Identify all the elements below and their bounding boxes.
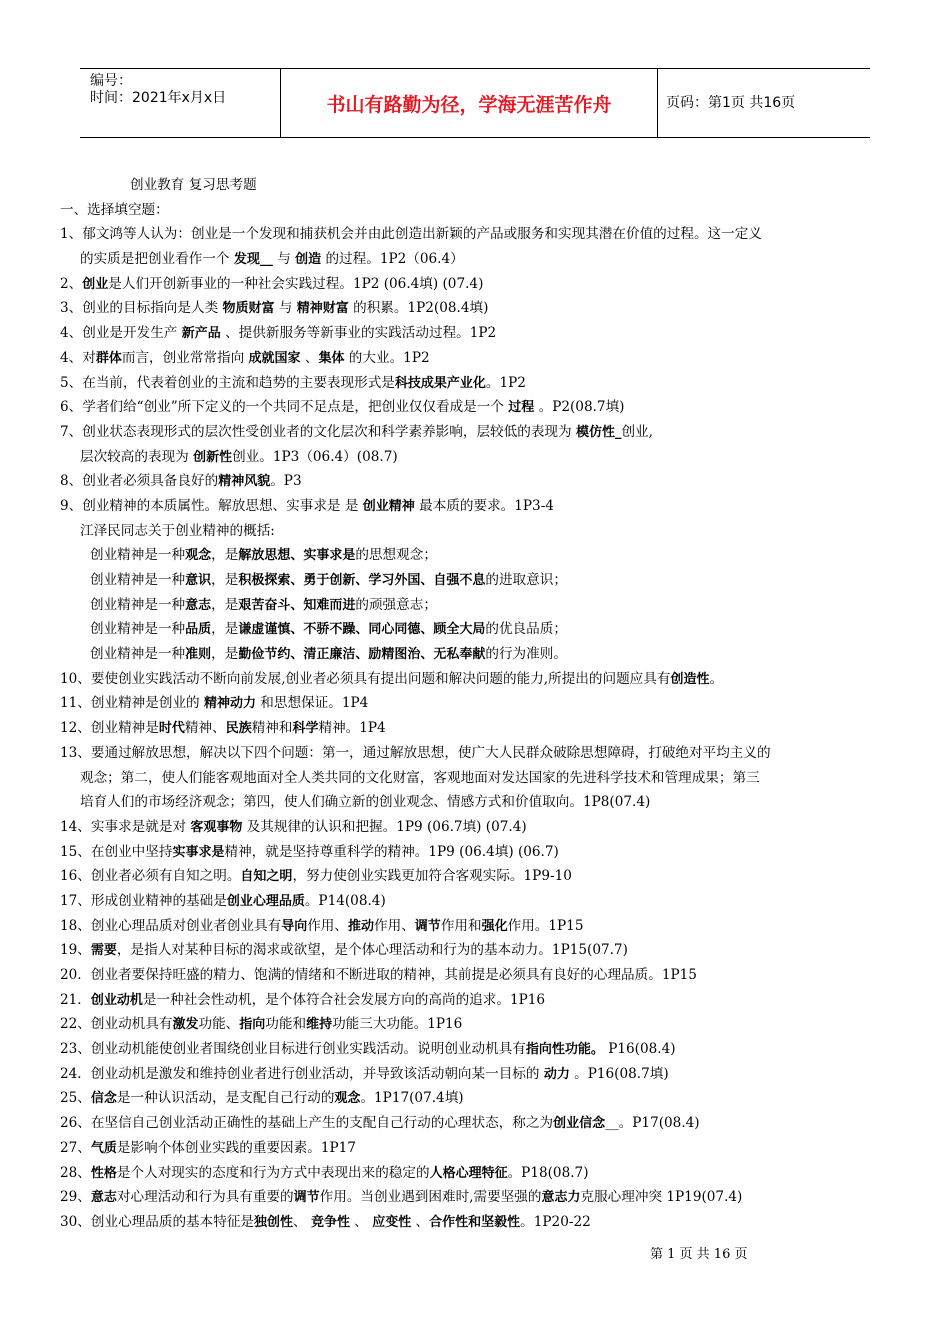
document-body bbox=[60, 173, 896, 1235]
question-text: 17、形成创业精神的基础是 bbox=[60, 892, 227, 909]
question-text: 、 bbox=[349, 1213, 373, 1230]
question-text: 作用。当创业遇到困难时,需要坚强的 bbox=[319, 1189, 542, 1206]
question-text: 和思想保证。1P4 bbox=[255, 695, 369, 712]
question-line bbox=[60, 914, 896, 939]
answer-text: 创业精神 bbox=[362, 498, 415, 514]
question-text: __。P17(08.4) bbox=[605, 1115, 700, 1132]
question-text: 7、创业状态表现形式的层次性受创业者的文化层次和科学素养影响，层较低的表现为 bbox=[60, 423, 576, 440]
question-line bbox=[60, 1161, 896, 1186]
question-line bbox=[60, 1210, 896, 1235]
question-text: 24．创业动机是激发和维持创业者进行创业活动，并导致该活动朝向某一目标的 bbox=[60, 1065, 544, 1082]
answer-text: 独创性 bbox=[254, 1214, 294, 1230]
question-line bbox=[60, 445, 896, 470]
question-text: 创业精神是一种 bbox=[90, 646, 186, 663]
question-line bbox=[60, 543, 896, 568]
question-text: 及其规律的认识和把握。1P9 (06.7填) (07.4) bbox=[242, 818, 527, 835]
answer-text: 勤俭节约、清正廉洁、励精图治、无私奉献 bbox=[238, 647, 486, 663]
answer-text: 激发 bbox=[172, 1017, 199, 1033]
answer-text: 意志 bbox=[90, 1190, 117, 1206]
question-text: 功能三大功能。1P16 bbox=[332, 1016, 463, 1033]
question-line bbox=[60, 1037, 896, 1062]
question-text: 18、创业心理品质对创业者创业具有 bbox=[60, 917, 282, 934]
answer-text: 实事求是 bbox=[172, 844, 225, 860]
question-line bbox=[60, 790, 896, 815]
question-line bbox=[60, 741, 896, 766]
question-text: 30、创业心理品质的基本特征是 bbox=[60, 1213, 255, 1230]
answer-text: 客观事物 bbox=[190, 819, 243, 835]
question-text: 培育人们的市场经济观念；第四，使人们确立新的创业观念、情感方式和价值取向。1P8(07.4) bbox=[80, 794, 651, 811]
question-line bbox=[60, 1086, 896, 1111]
answer-text: 积极探索、勇于创新、学习外国、自强不息 bbox=[238, 573, 486, 588]
question-text: 观念；第二，使人们能客观地面对全人类共同的文化财富，客观地面对发达国家的先进科学技术和管理成果；第三 bbox=[80, 769, 760, 786]
question-text: 20．创业者要保持旺盛的精力、饱满的情绪和不断进取的精神，其前提是必须具有良好的心理品质。1P15 bbox=[60, 967, 697, 983]
question-text: 12、创业精神是 bbox=[60, 720, 159, 737]
answer-text: 创业心理品质 bbox=[226, 893, 305, 909]
question-text: 功能和 bbox=[265, 1016, 307, 1033]
answer-text: 创业 bbox=[82, 276, 109, 292]
answer-text: 创新性 bbox=[193, 449, 233, 465]
question-line bbox=[60, 963, 896, 988]
question-text: 的行为准则。 bbox=[485, 646, 567, 663]
answer-text: 调节 bbox=[293, 1190, 320, 1206]
answer-text: 气质 bbox=[90, 1140, 117, 1156]
question-text: 27、 bbox=[60, 1139, 91, 1156]
question-text: 、提供新服务等新事业的实践活动过程。1P2 bbox=[220, 325, 497, 342]
header-motto: 书山有路勤为径，学海无涯苦作舟 bbox=[280, 69, 658, 137]
question-text: 与 bbox=[274, 300, 297, 317]
answer-text: 自知之明 bbox=[240, 869, 293, 885]
question-text: 是一种社会性动机，是个体符合社会发展方向的高尚的追求。1P16 bbox=[142, 991, 546, 1008]
question-text: 。P14(08.4) bbox=[304, 892, 386, 909]
question-text: 创业精神是一种 bbox=[90, 547, 186, 564]
answer-text: 时代 bbox=[158, 721, 185, 737]
question-line bbox=[60, 988, 896, 1013]
question-line bbox=[60, 1012, 896, 1037]
answer-text: 观念 bbox=[185, 548, 212, 564]
question-text: 4、创业是开发生产 bbox=[60, 325, 182, 342]
question-text: 功能、 bbox=[198, 1016, 240, 1033]
question-text: 2、 bbox=[60, 275, 83, 292]
answer-text: 民族 bbox=[225, 721, 252, 737]
question-text: P16(08.4) bbox=[603, 1041, 676, 1058]
question-text: 6、学者们给“创业”所下定义的一个共同不足点是，把创业仅仅看成是一个 bbox=[60, 399, 509, 416]
answer-text: 应变性 bbox=[372, 1214, 412, 1230]
answer-text: 竞争性 bbox=[310, 1214, 350, 1230]
question-text: ，是 bbox=[211, 596, 239, 613]
question-text: 。P16(08.7填) bbox=[569, 1065, 669, 1082]
answer-text: 动力 bbox=[543, 1066, 570, 1082]
question-line bbox=[60, 272, 896, 297]
answer-text: 成就国家 bbox=[248, 350, 301, 366]
question-line bbox=[60, 346, 896, 371]
answer-text: 推动 bbox=[348, 918, 375, 934]
answer-text: 科技成果产业化 bbox=[394, 375, 486, 391]
answer-text: 信念 bbox=[90, 1091, 117, 1107]
question-text: ，是 bbox=[211, 621, 239, 638]
answer-text: 创业信念 bbox=[553, 1116, 606, 1132]
question-line bbox=[60, 296, 896, 321]
question-text: 层次较高的表现为 bbox=[80, 448, 194, 465]
question-text: 创业, bbox=[621, 423, 653, 440]
question-text: 21． bbox=[60, 991, 91, 1008]
answer-text: 创造性 bbox=[670, 671, 710, 687]
answer-text: 创业动机 bbox=[90, 992, 143, 1008]
question-text: 精神。1P4 bbox=[318, 720, 386, 737]
answer-text: 品质 bbox=[185, 622, 212, 638]
question-line bbox=[60, 469, 896, 494]
question-text: 。P2(08.7填) bbox=[534, 399, 625, 416]
question-text: 的实质是把创业看作一个 bbox=[80, 251, 234, 268]
question-line bbox=[60, 716, 896, 741]
question-text: 。1P2 bbox=[485, 374, 526, 391]
answer-text: 精神财富 bbox=[296, 301, 349, 317]
answer-text: 人格心理特征 bbox=[429, 1165, 508, 1181]
question-line bbox=[60, 371, 896, 396]
answer-text: 创造 bbox=[295, 252, 322, 268]
question-text: 26、在坚信自己创业活动正确性的基础上产生的支配自己行动的心理状态，称之为 bbox=[60, 1115, 554, 1132]
question-text: ，是 bbox=[211, 646, 239, 663]
header-page-info: 页码：第1页 共16页 bbox=[666, 95, 796, 111]
question-text: 16、创业者必须有自知之明。 bbox=[60, 868, 241, 885]
question-text: 的大业。1P2 bbox=[344, 349, 430, 366]
question-text: 。1P17(07.4填) bbox=[360, 1090, 464, 1107]
question-line bbox=[60, 864, 896, 889]
question-text: 。1P20-22 bbox=[520, 1213, 591, 1230]
answer-text: 调节 bbox=[414, 918, 441, 934]
answer-text: 过程 bbox=[508, 400, 535, 416]
question-text: 是影响个体创业实践的重要因素。1P17 bbox=[116, 1139, 356, 1156]
answer-text: 性格 bbox=[90, 1165, 117, 1181]
answer-text: 指向 bbox=[239, 1017, 266, 1033]
question-text: 的过程。1P2（06.4） bbox=[321, 251, 464, 268]
answer-text: 科学 bbox=[292, 721, 319, 737]
question-text: 创业精神是一种 bbox=[90, 596, 186, 613]
section-heading: 一、选择填空题： bbox=[60, 201, 169, 218]
answer-text: 精神风貌 bbox=[218, 474, 271, 490]
question-line bbox=[60, 1136, 896, 1161]
question-text: 作用和 bbox=[440, 917, 482, 934]
question-text: 江泽民同志关于创业精神的概括: bbox=[80, 522, 275, 539]
question-line bbox=[60, 667, 896, 692]
question-line bbox=[60, 889, 896, 914]
header-meta bbox=[80, 69, 280, 137]
question-text: 19、 bbox=[60, 942, 91, 959]
question-text: 、 bbox=[293, 1213, 311, 1230]
question-line bbox=[60, 691, 896, 716]
question-text: 精神和 bbox=[251, 720, 293, 737]
question-text: 25、 bbox=[60, 1090, 91, 1107]
answer-text: 物质财富 bbox=[222, 301, 275, 317]
question-line bbox=[60, 938, 896, 963]
question-text: 9、创业精神的本质属性。解放思想、实事求是 是 bbox=[60, 497, 363, 514]
question-text: 15、在创业中坚持 bbox=[60, 843, 173, 860]
document-date: 时间：2021年x月x日 bbox=[90, 90, 227, 106]
answer-text: 强化 bbox=[481, 918, 508, 934]
question-line bbox=[60, 519, 896, 544]
answer-text: 意志 bbox=[185, 597, 212, 613]
question-text: 作用。1P15 bbox=[507, 917, 584, 934]
question-line bbox=[60, 1185, 896, 1210]
question-line bbox=[60, 222, 896, 247]
answer-text: 观念 bbox=[334, 1091, 361, 1107]
question-text: 作用、 bbox=[307, 917, 348, 934]
question-line bbox=[60, 642, 896, 667]
answer-text: 集体 bbox=[318, 350, 345, 366]
answer-text: 艰苦奋斗、知难而进 bbox=[238, 597, 356, 613]
question-text: ，是 bbox=[211, 547, 239, 564]
answer-text: 意志力 bbox=[541, 1190, 581, 1206]
answer-text: 精神动力 bbox=[203, 696, 256, 712]
question-text: 是一种认识活动，是支配自己行动的 bbox=[116, 1090, 335, 1107]
question-text: 的优良品质； bbox=[485, 621, 567, 638]
question-text: 的进取意识； bbox=[485, 572, 567, 588]
question-text: 23、创业动机能使创业者围绕创业目标进行创业实践活动。说明创业动机具有 bbox=[60, 1041, 526, 1058]
question-text: 22、创业动机具有 bbox=[60, 1016, 173, 1033]
question-text: 。 bbox=[709, 670, 724, 687]
question-text: 8、创业者必须具备良好的 bbox=[60, 473, 219, 490]
answer-text: 导向 bbox=[281, 918, 308, 934]
question-text: 克服心理冲突 1P19(07.4) bbox=[580, 1189, 743, 1206]
answer-text: 指向性功能。 bbox=[525, 1042, 604, 1058]
answer-text: 准则 bbox=[185, 647, 212, 663]
question-line bbox=[60, 1111, 896, 1136]
question-list bbox=[60, 222, 896, 1234]
question-text: 4、对 bbox=[60, 349, 96, 366]
question-text: 的思想观念； bbox=[355, 547, 437, 564]
question-line bbox=[60, 815, 896, 840]
question-text: 而言，创业常常指向 bbox=[121, 349, 249, 366]
question-text: 创业。1P3（06.4）(08.7) bbox=[232, 448, 398, 465]
answer-text: 发现__ bbox=[233, 252, 273, 268]
question-text: 10、要使创业实践活动不断向前发展,创业者必须具有提出问题和解决问题的能力,所提出的问题应具有 bbox=[60, 670, 671, 687]
question-text: 28、 bbox=[60, 1164, 91, 1181]
question-text: 、 bbox=[300, 349, 319, 366]
question-text: 14、实事求是就是对 bbox=[60, 818, 191, 835]
question-line bbox=[60, 420, 896, 445]
question-text: 13、要通过解放思想，解决以下四个问题：第一，通过解放思想，使广大人民群众破除思想障碍，打破绝对平均主义的 bbox=[60, 744, 771, 761]
question-line bbox=[60, 593, 896, 618]
question-text: 创业精神是一种 bbox=[90, 621, 186, 638]
document-number-label: 编号： bbox=[90, 73, 132, 89]
question-line bbox=[60, 617, 896, 642]
answer-text: 维持 bbox=[306, 1017, 333, 1033]
question-text: ，努力使创业实践更加符合客观实际。1P9-10 bbox=[292, 868, 572, 885]
question-text: 作用、 bbox=[374, 917, 415, 934]
question-line bbox=[60, 247, 896, 272]
question-text: 11、创业精神是创业的 bbox=[60, 695, 204, 712]
question-text: 的顽强意志； bbox=[355, 596, 437, 613]
question-line bbox=[60, 840, 896, 865]
doc-title: 创业教育 复习思考题 bbox=[130, 177, 257, 193]
page-footer: 第 1 页 共 16 页 bbox=[650, 1247, 748, 1262]
question-text: 。P3 bbox=[270, 473, 302, 490]
question-text: 3、创业的目标指向是人类 bbox=[60, 300, 223, 317]
answer-text: 解放思想、实事求是 bbox=[238, 548, 356, 564]
question-text: 对心理活动和行为具有重要的 bbox=[116, 1189, 294, 1206]
question-text: 的积累。1P2(08.4填) bbox=[348, 300, 489, 317]
question-line bbox=[60, 1062, 896, 1087]
answer-text: 合作性和坚毅性 bbox=[429, 1214, 521, 1230]
answer-text: 意识 bbox=[185, 573, 212, 588]
question-line bbox=[60, 568, 896, 593]
question-text: 29、 bbox=[60, 1189, 91, 1206]
document-header bbox=[80, 68, 870, 138]
question-text: 精神，就是坚持尊重科学的精神。1P9 (06.4填) (06.7) bbox=[224, 843, 559, 860]
question-text: 1、郁文鸿等人认为：创业是一个发现和捕获机会并由此创造出新颖的产品或服务和实现其潜在价值的过程。这一定义 bbox=[60, 226, 762, 243]
question-text: 、 bbox=[411, 1213, 430, 1230]
answer-text: 群体 bbox=[95, 350, 122, 366]
answer-text: 需要 bbox=[90, 943, 117, 959]
answer-text: 模仿性_ bbox=[575, 424, 622, 440]
question-line bbox=[60, 766, 896, 791]
question-text: 与 bbox=[272, 251, 296, 268]
question-text: 。P18(08.7) bbox=[507, 1164, 589, 1181]
answer-text: 谦虚谨慎、不骄不躁、同心同德、顾全大局 bbox=[238, 622, 486, 638]
question-text: 最本质的要求。1P3-4 bbox=[414, 497, 554, 514]
question-text: 创业精神是一种 bbox=[90, 572, 186, 588]
question-text: 精神、 bbox=[184, 720, 226, 737]
question-text: 是人们开创新事业的一种社会实践过程。1P2 (06.4填) (07.4) bbox=[108, 275, 484, 292]
question-line bbox=[60, 494, 896, 519]
question-text: 是个人对现实的态度和行为方式中表现出来的稳定的 bbox=[116, 1164, 430, 1181]
question-text: ，是 bbox=[211, 572, 239, 588]
question-text: ，是指人对某种目标的渴求或欲望，是个体心理活动和行为的基本动力。1P15(07.7) bbox=[116, 942, 628, 959]
question-text: 5、在当前，代表着创业的主流和趋势的主要表现形式是 bbox=[60, 374, 395, 391]
answer-text: 新产品 bbox=[181, 326, 221, 342]
question-line bbox=[60, 321, 896, 346]
question-line bbox=[60, 395, 896, 420]
